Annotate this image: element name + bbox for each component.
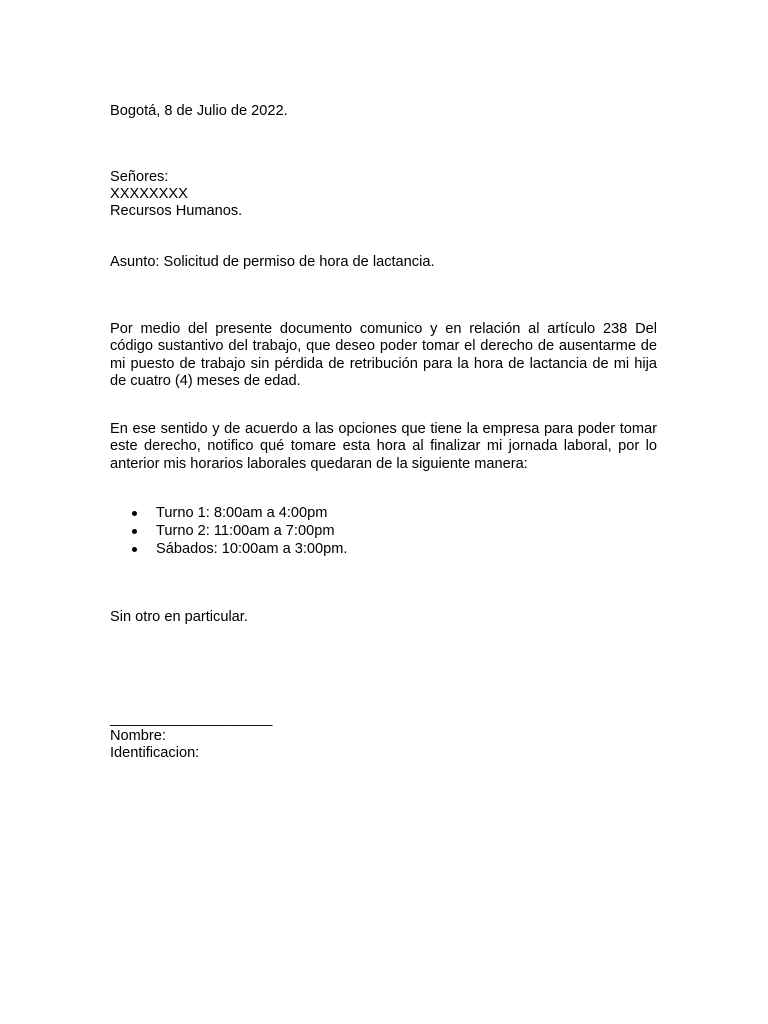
- schedule-list: [110, 504, 347, 558]
- body-paragraph-1: Por medio del presente documento comunico y en relación al artículo 238 Del código sustantivo del trabajo, que deseo poder tomar el derecho de ausentarme de mi puesto de trabajo sin pérdida de retribución para la hora de lactancia de mi hija de cuatro (4) meses de edad.: [110, 321, 657, 389]
- bullet-icon: [132, 511, 137, 516]
- recipient-name: XXXXXXXX: [110, 186, 188, 202]
- closing-line: Sin otro en particular.: [110, 609, 248, 625]
- list-item-label: Sábados: 10:00am a 3:00pm.: [156, 541, 348, 557]
- list-item-label: Turno 1: 8:00am a 4:00pm: [156, 505, 328, 521]
- list-item-label: Turno 2: 11:00am a 7:00pm: [156, 523, 335, 539]
- salutation: Señores:: [110, 169, 169, 185]
- list-item: [110, 540, 347, 558]
- name-label: Nombre:: [110, 728, 166, 744]
- place-date: Bogotá, 8 de Julio de 2022.: [110, 103, 288, 119]
- bullet-icon: [132, 547, 137, 552]
- recipient-department: Recursos Humanos.: [110, 203, 243, 219]
- id-label: Identificacion:: [110, 745, 200, 761]
- subject-line: Asunto: Solicitud de permiso de hora de lactancia.: [110, 254, 435, 270]
- list-item: [110, 522, 347, 540]
- signature-line: ____________________: [110, 711, 273, 727]
- list-item: [110, 504, 347, 522]
- body-paragraph-2: En ese sentido y de acuerdo a las opciones que tiene la empresa para poder tomar este derecho, notifico qué tomare esta hora al finalizar mi jornada laboral, por lo anterior mis horarios laborales quedaran de la siguiente manera:: [110, 421, 657, 472]
- bullet-icon: [132, 529, 137, 534]
